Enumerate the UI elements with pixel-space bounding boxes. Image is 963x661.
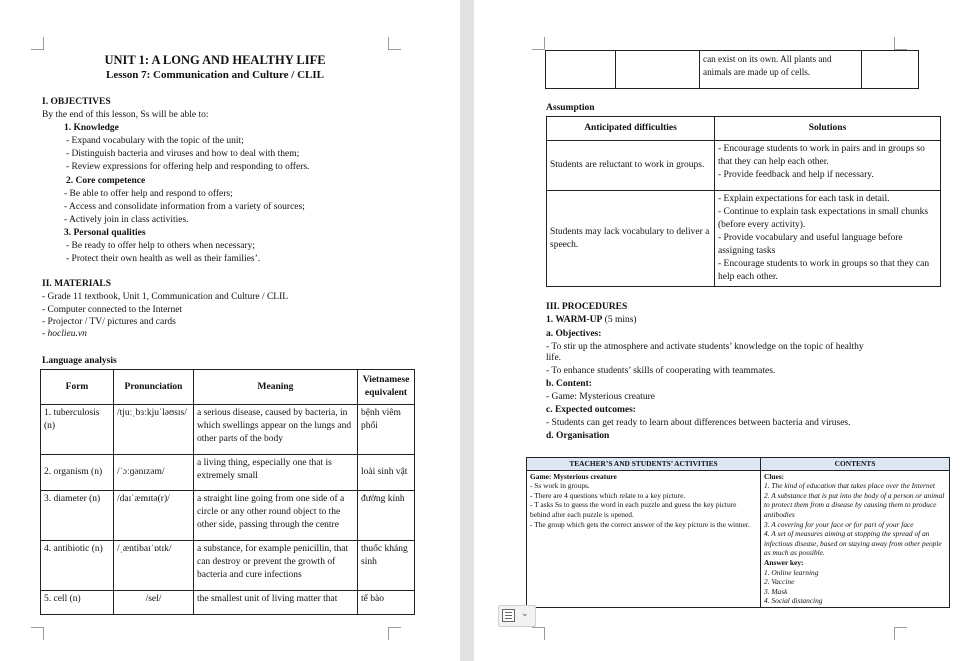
vietnamese-cell: đường kính <box>358 491 415 541</box>
content-label: b. Content: <box>546 379 592 389</box>
contents-cell <box>761 470 950 607</box>
organisation-label: d. Organisation <box>546 431 610 441</box>
vietnamese-cell: thuốc kháng sinh <box>358 541 415 591</box>
table-row <box>547 141 941 191</box>
document-page-right <box>474 0 963 661</box>
knowledge-item: - Expand vocabulary with the topic of the unit; <box>66 136 244 146</box>
solution-item: - Provide vocabulary and useful language before assigning tasks <box>718 233 903 256</box>
table-row <box>41 405 415 455</box>
crop-mark <box>31 627 44 640</box>
warmup-time: (5 mins) <box>602 315 637 325</box>
language-heading: Language analysis <box>42 356 117 366</box>
table-row <box>527 470 950 607</box>
solution-item: - Encourage students to work in pairs and in groups so that they can help each other. <box>718 144 925 167</box>
activities-cell <box>527 470 761 607</box>
objectives-heading: I. OBJECTIVES <box>42 97 111 107</box>
table-header: CONTENTS <box>761 458 950 471</box>
continued-table <box>545 50 919 89</box>
warmup-heading <box>546 314 637 327</box>
objective-item: life. <box>546 353 562 363</box>
vietnamese-cell: bệnh viêm phổi <box>358 405 415 455</box>
text-options-icon[interactable] <box>502 609 515 622</box>
clue-item: 3. A covering for your face or for part of your face <box>764 519 914 529</box>
pronunciation-cell: /sel/ <box>114 591 194 615</box>
qualities-item: - Protect their own health as well as their families’. <box>66 254 261 264</box>
table-header: Vietnamese equivalent <box>358 370 415 405</box>
procedures-heading: III. PROCEDURES <box>546 302 628 312</box>
solutions-cell <box>715 141 941 191</box>
content-item: - Game: Mysterious creature <box>546 392 655 402</box>
competence-heading: 2. Core competence <box>66 176 146 186</box>
form-cell: 2. organism (n) <box>41 455 114 491</box>
meaning-cell: a serious disease, caused by bacteria, in which swellings appear on the lungs and other parts of the body <box>194 405 358 455</box>
outcomes-label: c. Expected outcomes: <box>546 405 636 415</box>
page-gutter <box>460 0 474 661</box>
form-cell: 4. antibiotic (n) <box>41 541 114 591</box>
assumption-table <box>546 116 941 287</box>
table-row <box>41 591 415 615</box>
table-header: Form <box>41 370 114 405</box>
meaning-cell: a straight line going from one side of a circle or any other round object to the other side, passing through the centre <box>194 491 358 541</box>
table-row <box>41 455 415 491</box>
activities-table <box>526 457 950 608</box>
table-header: Pronunciation <box>114 370 194 405</box>
activity-item: - Ss work in groups. <box>530 481 590 491</box>
lesson-title: Lesson 7: Communication and Culture / CLIL <box>106 69 324 81</box>
answer-item: 1. Online learning <box>764 567 819 577</box>
competence-item: - Actively join in class activities. <box>64 215 189 225</box>
answer-item: 3. Mask <box>764 586 788 596</box>
text-options-control[interactable] <box>498 605 536 627</box>
crop-mark <box>388 37 401 50</box>
qualities-heading: 3. Personal qualities <box>64 228 146 238</box>
objectives-intro: By the end of this lesson, Ss will be able to: <box>42 110 209 120</box>
pronunciation-cell: /tjuːˌbɜːkjuˈləʊsɪs/ <box>114 405 194 455</box>
crop-mark <box>532 627 545 640</box>
clue-item: 1. The kind of education that takes place over the Internet <box>764 481 935 491</box>
pronunciation-cell: /ˈɔːɡənɪzəm/ <box>114 455 194 491</box>
empty-cell <box>616 51 700 89</box>
empty-cell <box>546 51 616 89</box>
clue-item: 4. A set of measures aiming at stopping the spread of an infectious disease, based on staying away from other people as much as possible. <box>764 529 942 558</box>
knowledge-heading: 1. Knowledge <box>64 123 119 133</box>
form-cell: 5. cell (n) <box>41 591 114 615</box>
competence-item: - Access and consolidate information from a variety of sources; <box>64 202 305 212</box>
meaning-cell: a substance, for example penicillin, that can destroy or prevent the growth of bacteria and cure infections <box>194 541 358 591</box>
clues-label: Clues: <box>764 471 785 481</box>
crop-mark <box>532 37 545 50</box>
objectives-label: a. Objectives: <box>546 329 602 339</box>
difficulty-cell: Students may lack vocabulary to deliver a speech. <box>547 191 715 287</box>
chevron-down-icon[interactable]: ⌄ <box>521 609 529 619</box>
table-row <box>546 51 919 89</box>
crop-mark <box>31 37 44 50</box>
table-row <box>41 541 415 591</box>
empty-cell <box>862 51 919 89</box>
answer-item: 2. Vaccine <box>764 577 795 587</box>
knowledge-item: - Distinguish bacteria and viruses and how to deal with them; <box>66 149 300 159</box>
warmup-title: 1. WARM-UP <box>546 315 603 325</box>
form-cell: 3. diameter (n) <box>41 491 114 541</box>
document-page-left <box>0 0 460 661</box>
crop-mark <box>894 627 907 640</box>
unit-title: UNIT 1: A LONG AND HEALTHY LIFE <box>104 53 326 67</box>
meaning-cell: the smallest unit of living matter that <box>194 591 358 615</box>
pronunciation-cell: /ˌæntibaɪˈɒtɪk/ <box>114 541 194 591</box>
crop-mark <box>894 37 907 50</box>
table-header: Anticipated difficulties <box>547 117 715 141</box>
competence-item: - Be able to offer help and respond to offers; <box>64 189 233 199</box>
meaning-cell: can exist on its own. All plants and animals are made up of cells. <box>700 51 862 89</box>
materials-item: - hoclieu.vn <box>42 329 87 339</box>
vietnamese-cell: loài sinh vật <box>358 455 415 491</box>
solution-item: - Provide feedback and help if necessary. <box>718 170 874 180</box>
assumption-heading: Assumption <box>546 103 595 113</box>
vietnamese-cell: tế bào <box>358 591 415 615</box>
outcome-item: - Students can get ready to learn about differences between bacteria and viruses. <box>546 418 851 428</box>
clue-item: 2. A substance that is put into the body of a person or animal to protect them from a disease by causing them to produce antibodies <box>764 490 945 519</box>
language-table <box>40 369 415 615</box>
solution-item: - Explain expectations for each task in detail. <box>718 194 890 204</box>
crop-mark <box>388 627 401 640</box>
table-row <box>41 491 415 541</box>
solutions-cell <box>715 191 941 287</box>
table-header: TEACHER’S AND STUDENTS’ ACTIVITIES <box>527 458 761 471</box>
difficulty-cell: Students are reluctant to work in groups. <box>547 141 715 191</box>
materials-item: - Grade 11 textbook, Unit 1, Communication and Culture / CLIL <box>42 292 289 302</box>
solution-item: - Continue to explain task expectations in small chunks (before every activity). <box>718 207 929 230</box>
activity-title: Game: Mysterious creature <box>530 471 617 481</box>
activity-item: - The group which gets the correct answer of the key picture is the winner. <box>530 519 750 529</box>
pronunciation-cell: /daɪˈæmɪtə(r)/ <box>114 491 194 541</box>
objective-item: - To enhance students’ skills of cooperating with teammates. <box>546 366 776 376</box>
table-header: Solutions <box>715 117 941 141</box>
answer-key-label: Answer key: <box>764 557 804 567</box>
qualities-item: - Be ready to offer help to others when necessary; <box>66 241 255 251</box>
form-cell: 1. tuberculosis (n) <box>41 405 114 455</box>
answer-item: 4. Social distancing <box>764 596 823 606</box>
meaning-cell: a living thing, especially one that is extremely small <box>194 455 358 491</box>
materials-item: - Computer connected to the Internet <box>42 305 183 315</box>
table-header: Meaning <box>194 370 358 405</box>
activity-item: - T asks Ss to guess the word in each puzzle and guess the key picture behind after each puzzle is opened. <box>530 500 737 519</box>
materials-heading: II. MATERIALS <box>42 279 111 289</box>
activity-item: - There are 4 questions which relate to a key picture. <box>530 490 686 500</box>
solution-item: - Encourage students to work in groups so that they can help each other. <box>718 259 930 282</box>
objective-item: - To stir up the atmosphere and activate students’ knowledge on the topic of healthy <box>546 342 864 352</box>
knowledge-item: - Review expressions for offering help and responding to offers. <box>66 162 310 172</box>
table-row <box>547 191 941 287</box>
materials-item: - Projector / TV/ pictures and cards <box>42 317 176 327</box>
